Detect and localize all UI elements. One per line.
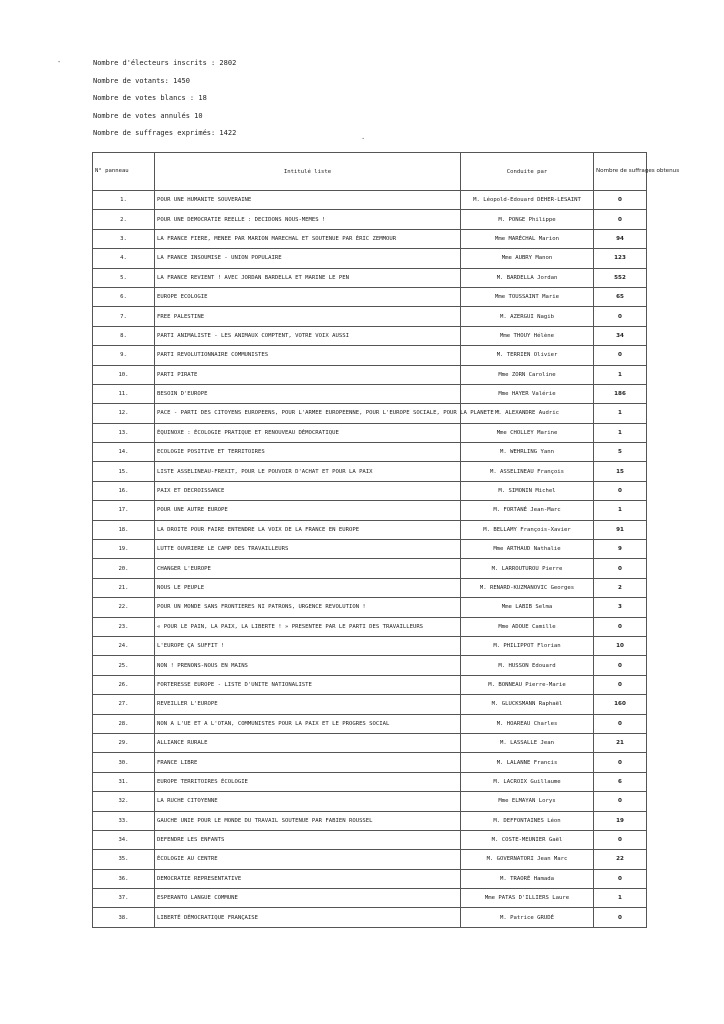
table-row — [93, 889, 647, 908]
panel-number: 20. — [93, 559, 155, 578]
votes-count: 0 — [594, 559, 647, 578]
list-title: NOUS LE PEUPLE — [155, 578, 461, 597]
table-row — [93, 830, 647, 849]
table-row — [93, 753, 647, 772]
votes-count: 0 — [594, 307, 647, 326]
list-title: LISTE ASSELINEAU-FREXIT, POUR LE POUVOIR D'ACHAT ET POUR LA PAIX — [155, 462, 461, 481]
table-row — [93, 636, 647, 655]
table-row — [93, 792, 647, 811]
panel-number: 1. — [93, 191, 155, 210]
election-stats — [93, 58, 236, 146]
votes-count: 160 — [594, 695, 647, 714]
list-title: PAIX ET DECROISSANCE — [155, 481, 461, 500]
list-leader: Mme HAYER Valérie — [461, 384, 594, 403]
votes-count: 123 — [594, 249, 647, 268]
panel-number: 37. — [93, 889, 155, 908]
panel-number: 9. — [93, 346, 155, 365]
table-row — [93, 772, 647, 791]
list-leader: M. SIMONIN Michel — [461, 481, 594, 500]
votes-count: 15 — [594, 462, 647, 481]
list-title: PARTI PIRATE — [155, 365, 461, 384]
table-row — [93, 287, 647, 306]
list-title: NON A L'UE ET A L'OTAN, COMMUNISTES POUR LA PAIX ET LE PROGRES SOCIAL — [155, 714, 461, 733]
votes-count: 0 — [594, 908, 647, 927]
table-row — [93, 733, 647, 752]
panel-number: 15. — [93, 462, 155, 481]
list-leader: M. HOAREAU Charles — [461, 714, 594, 733]
void-votes: Nombre de votes annulés 10 — [93, 111, 203, 120]
votes-count: 3 — [594, 598, 647, 617]
votes-count: 2 — [594, 578, 647, 597]
table-row — [93, 404, 647, 423]
list-title: ÉQUINOXE : ÉCOLOGIE PRATIQUE ET RENOUVEAU DÉMOCRATIQUE — [155, 423, 461, 442]
list-title: PARTI ANIMALISTE - LES ANIMAUX COMPTENT, VOTRE VOIX AUSSI — [155, 326, 461, 345]
panel-number: 17. — [93, 501, 155, 520]
table-row — [93, 346, 647, 365]
panel-number: 26. — [93, 675, 155, 694]
votes-count: 65 — [594, 287, 647, 306]
votes-count: 22 — [594, 850, 647, 869]
panel-number: 14. — [93, 443, 155, 462]
panel-number: 3. — [93, 229, 155, 248]
panel-number: 23. — [93, 617, 155, 636]
list-leader: M. FORTANÉ Jean-Marc — [461, 501, 594, 520]
list-leader: Mme CHOLLEY Marine — [461, 423, 594, 442]
votes-count: 186 — [594, 384, 647, 403]
list-leader: M. RENARD-KUZMANOVIC Georges — [461, 578, 594, 597]
table-row — [93, 443, 647, 462]
list-leader: M. LARROUTUROU Pierre — [461, 559, 594, 578]
list-title: ÉCOLOGIE AU CENTRE — [155, 850, 461, 869]
panel-number: 18. — [93, 520, 155, 539]
list-title: POUR UN MONDE SANS FRONTIERES NI PATRONS, URGENCE REVOLUTION ! — [155, 598, 461, 617]
table-row — [93, 617, 647, 636]
panel-number: 36. — [93, 869, 155, 888]
list-title: ECOLOGIE POSITIVE ET TERRITOIRES — [155, 443, 461, 462]
list-leader: Mme PATAS D'ILLIERS Laure — [461, 889, 594, 908]
panel-number: 21. — [93, 578, 155, 597]
list-leader: M. COSTE-MEUNIER Gaël — [461, 830, 594, 849]
list-leader: Mme LABIB Selma — [461, 598, 594, 617]
list-leader: M. LACROIX Guillaume — [461, 772, 594, 791]
list-leader: M. TERRIEN Olivier — [461, 346, 594, 365]
table-row — [93, 462, 647, 481]
list-leader: M. Patrice GRUDÉ — [461, 908, 594, 927]
table-row — [93, 191, 647, 210]
list-title: ESPERANTO LANGUE COMMUNE — [155, 889, 461, 908]
table-row — [93, 559, 647, 578]
votes-count: 0 — [594, 675, 647, 694]
list-title: LA FRANCE REVIENT ! AVEC JORDAN BARDELLA ET MARINE LE PEN — [155, 268, 461, 287]
votes-count: 6 — [594, 772, 647, 791]
votes-count: 0 — [594, 753, 647, 772]
table-row — [93, 423, 647, 442]
list-title: « POUR LE PAIN, LA PAIX, LA LIBERTE ! » PRESENTEE PAR LE PARTI DES TRAVAILLEURS — [155, 617, 461, 636]
votes-count: 0 — [594, 869, 647, 888]
list-leader: M. BONNEAU Pierre-Marie — [461, 675, 594, 694]
votes-count: 1 — [594, 365, 647, 384]
list-leader: M. HUSSON Edouard — [461, 656, 594, 675]
panel-number: 2. — [93, 210, 155, 229]
votes-count: 552 — [594, 268, 647, 287]
panel-number: 27. — [93, 695, 155, 714]
list-leader: Mme MARÉCHAL Marion — [461, 229, 594, 248]
votes-count: 1 — [594, 423, 647, 442]
table-row — [93, 656, 647, 675]
list-title: DEMOCRATIE REPRESENTATIVE — [155, 869, 461, 888]
table-row — [93, 268, 647, 287]
table-row — [93, 598, 647, 617]
list-leader: Mme ELMAYAN Lorys — [461, 792, 594, 811]
table-row — [93, 908, 647, 927]
panel-number: 28. — [93, 714, 155, 733]
votes-count: 5 — [594, 443, 647, 462]
list-leader: M. DEFFONTAINES Léon — [461, 811, 594, 830]
panel-number: 8. — [93, 326, 155, 345]
votes-count: 0 — [594, 714, 647, 733]
votes-count: 21 — [594, 733, 647, 752]
header-votes: Nombre de suffrages obtenus — [594, 153, 647, 191]
list-title: PACE - PARTI DES CITOYENS EUROPEENS, POUR L'ARMEE EUROPEENNE, POUR L'EUROPE SOCIALE, POUR LA PLANETE ! — [155, 404, 461, 423]
votes-count: 0 — [594, 656, 647, 675]
list-leader: Mme TOUSSAINT Marie — [461, 287, 594, 306]
blank-votes: Nombre de votes blancs : 18 — [93, 94, 207, 102]
panel-number: 7. — [93, 307, 155, 326]
list-leader: M. LASSALLE Jean — [461, 733, 594, 752]
table-row — [93, 578, 647, 597]
list-title: LUTTE OUVRIERE LE CAMP DES TRAVAILLEURS — [155, 540, 461, 559]
list-title: LA RUCHE CITOYENNE — [155, 792, 461, 811]
list-title: LA DROITE POUR FAIRE ENTENDRE LA VOIX DE LA FRANCE EN EUROPE — [155, 520, 461, 539]
list-leader: M. WEHRLING Yann — [461, 443, 594, 462]
list-leader: M. BARDELLA Jordan — [461, 268, 594, 287]
table-row — [93, 249, 647, 268]
votes-count: 1 — [594, 404, 647, 423]
panel-number: 16. — [93, 481, 155, 500]
table-row — [93, 384, 647, 403]
panel-number: 5. — [93, 268, 155, 287]
votes-count: 0 — [594, 830, 647, 849]
list-leader: M. TRAORÉ Hamada — [461, 869, 594, 888]
table-row — [93, 869, 647, 888]
votes-count: 0 — [594, 210, 647, 229]
votes-count: 0 — [594, 481, 647, 500]
list-title: LA FRANCE FIERE, MENEE PAR MARION MARECHAL ET SOUTENUE PAR ÉRIC ZEMMOUR — [155, 229, 461, 248]
panel-number: 33. — [93, 811, 155, 830]
list-title: EUROPE TERRITOIRES ÉCOLOGIE — [155, 772, 461, 791]
registered-voters: Nombre d'électeurs inscrits : 2802 — [93, 59, 237, 67]
list-title: FREE PALESTINE — [155, 307, 461, 326]
panel-number: 32. — [93, 792, 155, 811]
list-leader: M. BELLAMY François-Xavier — [461, 520, 594, 539]
panel-number: 30. — [93, 753, 155, 772]
list-leader: Mme AUBRY Manon — [461, 249, 594, 268]
list-leader: M. ALEXANDRE Audric — [461, 404, 594, 423]
table-row — [93, 675, 647, 694]
votes-count: 34 — [594, 326, 647, 345]
panel-number: 25. — [93, 656, 155, 675]
votes-count: 10 — [594, 636, 647, 655]
table-row — [93, 307, 647, 326]
voters-count: Nombre de votants: 1450 — [93, 76, 190, 85]
list-title: L'EUROPE ÇA SUFFIT ! — [155, 636, 461, 655]
list-title: POUR UNE DEMOCRATIE REELLE : DECIDONS NOUS-MEMES ! — [155, 210, 461, 229]
list-leader: Mme ZORN Caroline — [461, 365, 594, 384]
list-title: LIBERTÉ DÉMOCRATIQUE FRANÇAISE — [155, 908, 461, 927]
panel-number: 13. — [93, 423, 155, 442]
panel-number: 22. — [93, 598, 155, 617]
small-mark: · — [361, 135, 366, 143]
table-row — [93, 501, 647, 520]
list-title: NON ! PRENONS-NOUS EN MAINS — [155, 656, 461, 675]
results-table — [92, 152, 680, 928]
header-list: Intitulé liste — [155, 153, 461, 191]
list-leader: Mme ARTHAUD Nathalie — [461, 540, 594, 559]
panel-number: 31. — [93, 772, 155, 791]
panel-number: 29. — [93, 733, 155, 752]
header-panel: N° panneau — [93, 153, 155, 191]
list-title: ALLIANCE RURALE — [155, 733, 461, 752]
table-row — [93, 229, 647, 248]
votes-count: 91 — [594, 520, 647, 539]
panel-number: 12. — [93, 404, 155, 423]
list-title: FORTERESSE EUROPE - LISTE D'UNITE NATIONALISTE — [155, 675, 461, 694]
votes-count: 0 — [594, 191, 647, 210]
list-title: POUR UNE HUMANITE SOUVERAINE — [155, 191, 461, 210]
list-title: LA FRANCE INSOUMISE - UNION POPULAIRE — [155, 249, 461, 268]
panel-number: 4. — [93, 249, 155, 268]
panel-number: 24. — [93, 636, 155, 655]
panel-number: 38. — [93, 908, 155, 927]
list-title: GAUCHE UNIE POUR LE MONDE DU TRAVAIL SOUTENUE PAR FABIEN ROUSSEL — [155, 811, 461, 830]
list-leader: M. PONGE Philippe — [461, 210, 594, 229]
table-row — [93, 850, 647, 869]
votes-count: 0 — [594, 792, 647, 811]
panel-number: 11. — [93, 384, 155, 403]
list-leader: M. GOVERNATORI Jean Marc — [461, 850, 594, 869]
header-leader: Conduite par — [461, 153, 594, 191]
panel-number: 34. — [93, 830, 155, 849]
list-title: PARTI REVOLUTIONNAIRE COMMUNISTES — [155, 346, 461, 365]
panel-number: 6. — [93, 287, 155, 306]
table-row — [93, 210, 647, 229]
votes-count: 94 — [594, 229, 647, 248]
list-title: EUROPE ECOLOGIE — [155, 287, 461, 306]
list-title: REVEILLER L'EUROPE — [155, 695, 461, 714]
table-row — [93, 520, 647, 539]
table-row — [93, 365, 647, 384]
votes-count: 19 — [594, 811, 647, 830]
list-leader: M. LALANNE Francis — [461, 753, 594, 772]
expressed-votes: Nombre de suffrages exprimés: 1422 — [93, 129, 237, 137]
panel-number: 19. — [93, 540, 155, 559]
votes-count: 1 — [594, 889, 647, 908]
table-row — [93, 811, 647, 830]
list-leader: M. Léopold-Edouard DEHER-LESAINT — [461, 191, 594, 210]
list-leader: M. PHILIPPOT Florian — [461, 636, 594, 655]
list-leader: M. ASSELINEAU François — [461, 462, 594, 481]
list-title: BESOIN D'EUROPE — [155, 384, 461, 403]
table-row — [93, 481, 647, 500]
votes-count: 0 — [594, 617, 647, 636]
list-title: POUR UNE AUTRE EUROPE — [155, 501, 461, 520]
list-leader: Mme THOUY Hélène — [461, 326, 594, 345]
votes-count: 9 — [594, 540, 647, 559]
list-leader: M. AZERGUI Nagib — [461, 307, 594, 326]
table-row — [93, 326, 647, 345]
table-row — [93, 695, 647, 714]
list-title: DEFENDRE LES ENFANTS — [155, 830, 461, 849]
table-row — [93, 540, 647, 559]
header-row — [93, 153, 647, 191]
panel-number: 35. — [93, 850, 155, 869]
votes-count: 0 — [594, 346, 647, 365]
list-title: FRANCE LIBRE — [155, 753, 461, 772]
list-leader: Mme ADOUE Camille — [461, 617, 594, 636]
votes-count: 1 — [594, 501, 647, 520]
panel-number: 10. — [93, 365, 155, 384]
table-row — [93, 714, 647, 733]
list-title: CHANGER L'EUROPE — [155, 559, 461, 578]
list-leader: M. GLUCKSMANN Raphaël — [461, 695, 594, 714]
margin-dash-mark: - — [57, 58, 62, 66]
